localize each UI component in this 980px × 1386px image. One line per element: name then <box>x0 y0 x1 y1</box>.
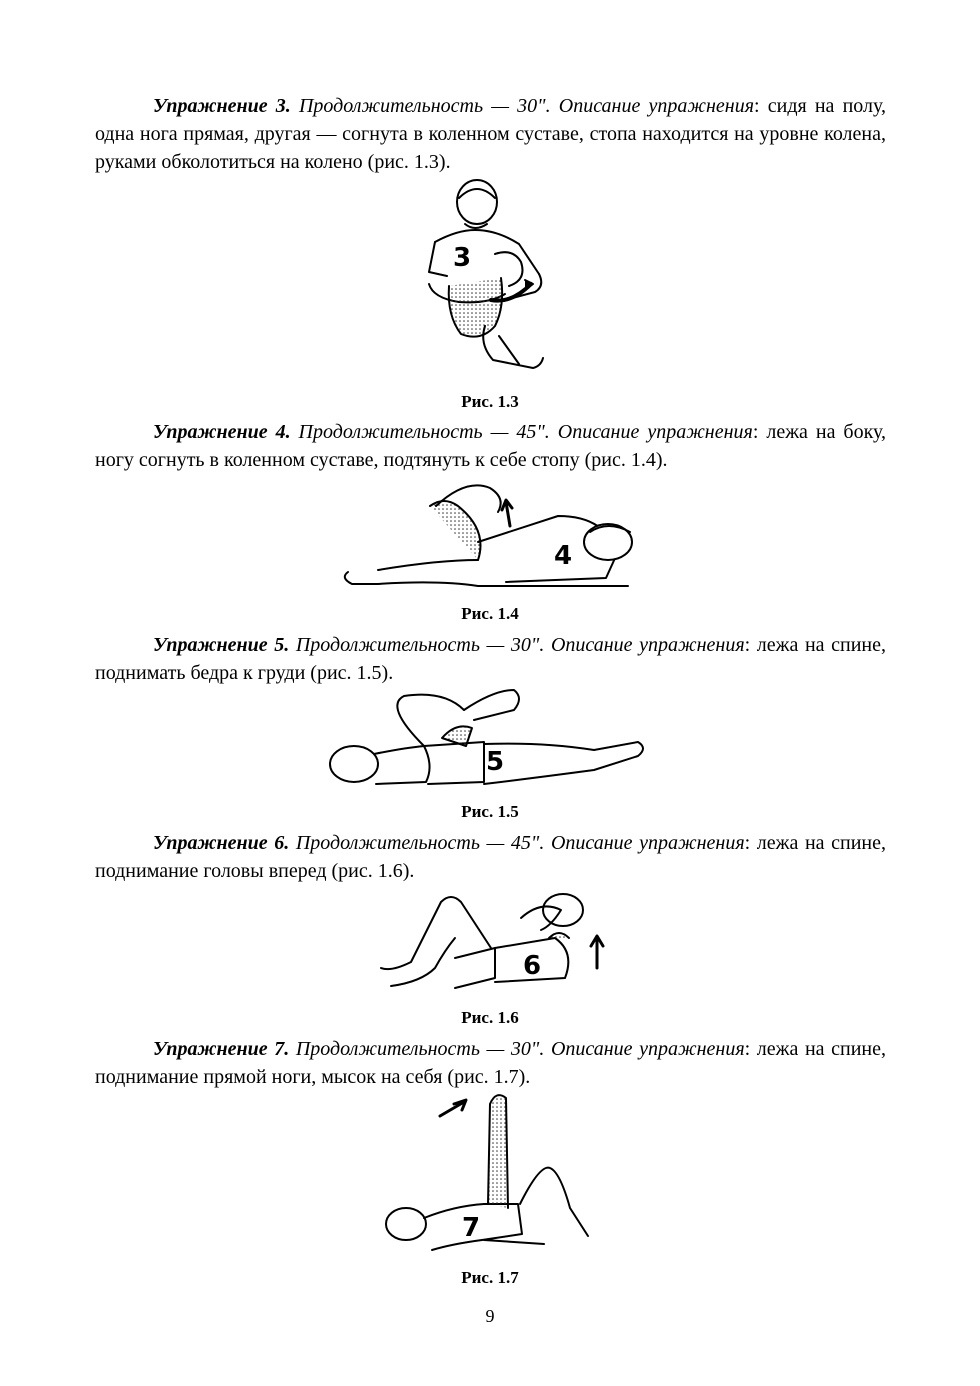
exercise-description: : лежа на спине, поднимать бедра к груди (рис. 1.5). <box>95 634 887 684</box>
figure-number: 7 <box>462 1213 481 1243</box>
figure-caption: Рис. 1.4 <box>461 604 519 623</box>
exercise-duration: Продолжительность — 45". <box>298 421 550 443</box>
figure-caption: Рис. 1.5 <box>461 802 519 821</box>
description-label: Описание упражнения <box>550 1038 745 1060</box>
figure-caption: Рис. 1.3 <box>461 392 519 411</box>
figure-caption: Рис. 1.7 <box>461 1268 519 1287</box>
exercise-duration: Продолжительность — 30". <box>295 634 545 656</box>
exercise-title: Упражнение 3. <box>153 95 291 117</box>
description-label: Описание упражнения <box>557 421 753 443</box>
exercise-description: : лежа на боку, ногу согнуть в коленном суставе, подтянуть к себе стопу (рис. 1.4). <box>95 421 887 471</box>
exercise-description: : лежа на спине, поднимание головы вперед (рис. 1.6). <box>95 832 887 882</box>
exercise-description: : сидя на полу, одна нога прямая, другая — согнута в коленном суставе, стопа находится на уровне колена, руками обколотиться на колено (рис. 1.3). <box>95 95 887 173</box>
description-label: Описание упражнения <box>558 95 755 117</box>
figure-1-3-illustration <box>415 176 565 386</box>
description-label: Описание упражнения <box>550 832 745 854</box>
exercise-3-paragraph <box>95 92 886 176</box>
figure-number: 3 <box>453 243 472 273</box>
exercise-6-paragraph <box>95 829 886 885</box>
exercise-duration: Продолжительность — 30". <box>298 95 551 117</box>
figure-1-6-illustration <box>375 888 610 1000</box>
exercise-title: Упражнение 5. <box>153 634 290 656</box>
exercise-title: Упражнение 7. <box>153 1038 290 1060</box>
figure-1-4-illustration <box>338 472 643 597</box>
exercise-duration: Продолжительность — 45". <box>295 832 545 854</box>
page-number: 9 <box>485 1306 495 1326</box>
exercise-7-paragraph <box>95 1035 886 1091</box>
figure-1-5-illustration <box>324 686 659 798</box>
exercise-title: Упражнение 6. <box>153 832 290 854</box>
exercise-duration: Продолжительность — 30". <box>295 1038 545 1060</box>
figure-caption: Рис. 1.6 <box>461 1008 519 1027</box>
exercise-title: Упражнение 4. <box>153 421 291 443</box>
figure-number: 4 <box>554 541 573 571</box>
figure-number: 5 <box>486 747 505 777</box>
description-label: Описание упражнения <box>550 634 745 656</box>
figure-1-7-illustration <box>380 1090 605 1260</box>
exercise-description: : лежа на спине, поднимание прямой ноги, мысок на себя (рис. 1.7). <box>95 1038 887 1088</box>
exercise-5-paragraph <box>95 631 886 687</box>
figure-number: 6 <box>523 951 542 981</box>
exercise-4-paragraph <box>95 418 886 474</box>
